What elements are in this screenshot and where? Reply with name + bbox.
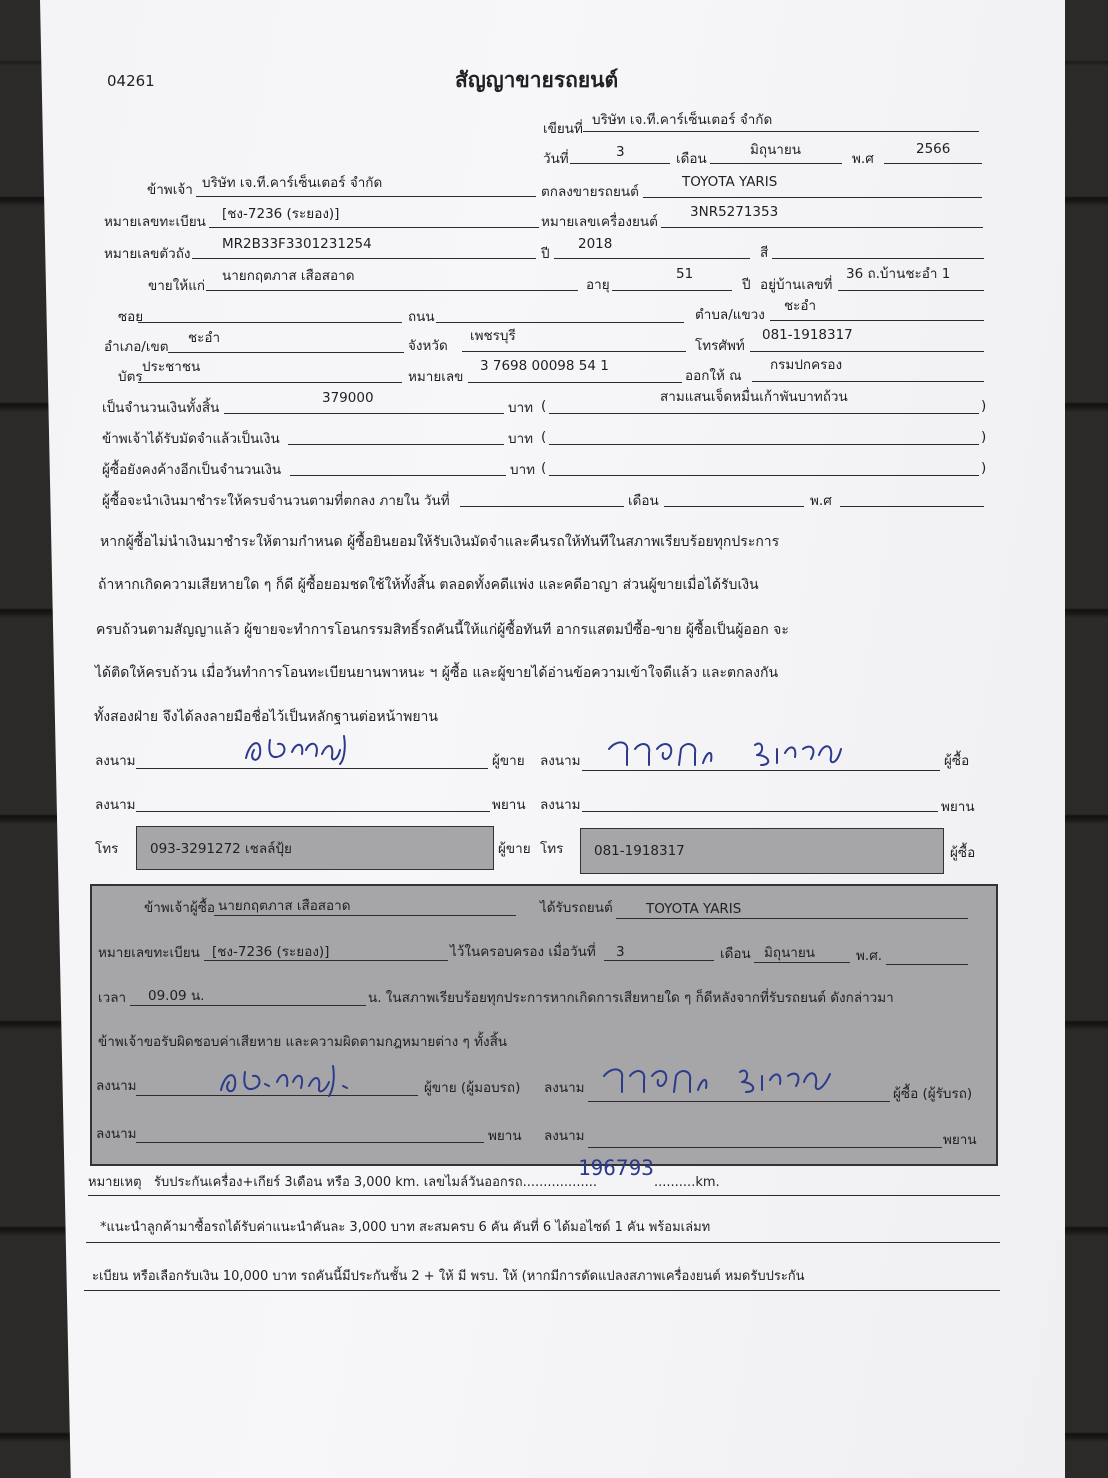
soi-label: ซอย <box>118 309 144 325</box>
receipt-month-value: มิถุนายน <box>764 945 816 961</box>
seller-label: ข้าพเจ้า <box>147 182 193 198</box>
issued-label: ออกให้ ณ <box>685 368 742 384</box>
sold-to-label: ขายให้แก่ <box>148 278 206 294</box>
receipt-witness2-role: พยาน <box>943 1132 977 1148</box>
color-label: สี <box>760 245 769 261</box>
month-value: มิถุนายน <box>750 142 802 158</box>
witness2-sign-label: ลงนาม <box>540 797 581 813</box>
witness1-role: พยาน <box>492 797 526 813</box>
receipt-day-value: 3 <box>616 944 625 960</box>
month-line <box>710 163 842 164</box>
receipt-buyer-label: ข้าพเจ้าผู้ซื้อ <box>144 900 215 916</box>
witness1-sign-line <box>136 811 490 812</box>
address-line <box>838 290 984 291</box>
receipt-car-line <box>616 918 968 919</box>
chassis-value: MR2B33F3301231254 <box>222 236 372 252</box>
buyer-tel-label: โทร <box>540 841 564 857</box>
seller-tel-role: ผู้ขาย <box>498 841 531 857</box>
pay-month-line <box>664 506 804 507</box>
receipt-year-line <box>886 964 968 965</box>
year-label: พ.ศ <box>852 151 874 167</box>
receipt-seller-role: ผู้ขาย (ผู้มอบรถ) <box>424 1080 521 1096</box>
tambon-value: ชะอำ <box>784 298 817 314</box>
receipt-buyer-line <box>214 915 516 916</box>
note-label: หมายเหตุ <box>88 1175 142 1190</box>
terms-line-1: หากผู้ซื้อไม่นำเงินมาชำระให้ตามกำหนด ผู้ซื้อยินยอมให้รับเงินมัดจำและคืนรถให้ทันทีในสภาพเรียบร้อยทุกประการ <box>100 534 780 550</box>
witness1-sign-label: ลงนาม <box>95 797 136 813</box>
note-line-1 <box>88 1195 1000 1196</box>
province-line <box>462 351 686 352</box>
receipt-buyer-sign-line <box>588 1101 890 1102</box>
terms-line-5: ทั้งสองฝ่าย จึงได้ลงลายมือชื่อไว้เป็นหลักฐานต่อหน้าพยาน <box>94 709 438 725</box>
card-type-value: ประชาชน <box>142 359 201 375</box>
plate-label: หมายเลขทะเบียน <box>104 214 206 230</box>
remain-label: ผู้ซื้อยังคงค้างอีกเป็นจำนวนเงิน <box>102 462 282 478</box>
age-value: 51 <box>676 266 694 282</box>
receipt-plate-line <box>204 960 448 961</box>
remain-line <box>290 475 506 476</box>
note-mileage-value: 196793 <box>578 1156 654 1180</box>
phone-line <box>750 351 984 352</box>
age-line <box>612 290 732 291</box>
receipt-month-line <box>754 962 850 963</box>
year-line <box>884 163 982 164</box>
address-value: 36 ถ.บ้านชะอำ 1 <box>846 266 951 282</box>
note-warranty-text: รับประกันเครื่อง+เกียร์ 3เดือน หรือ 3,000 km. เลขไมล์วันออกรถ.................. <box>154 1175 597 1190</box>
receipt-time-label: เวลา <box>98 990 127 1006</box>
amphoe-label: อำเภอ/เขต <box>104 339 169 355</box>
seller-role: ผู้ขาย <box>492 753 525 769</box>
buyer-line <box>206 290 578 291</box>
receipt-buyer-value: นายกฤตภาส เสือสอาด <box>218 898 351 914</box>
tambon-label: ตำบล/แขวง <box>695 307 765 323</box>
buyer-role: ผู้ซื้อ <box>944 753 970 769</box>
seller-tel-value: 093-3291272 เชลล์ปุ้ย <box>150 841 292 857</box>
deposit-words-line <box>549 444 979 445</box>
receipt-day-line <box>604 960 714 961</box>
receipt-buyer-sign-label: ลงนาม <box>544 1080 585 1096</box>
color-line <box>772 258 984 259</box>
buyer-sign-line <box>582 770 940 771</box>
pay-by-label: ผู้ซื้อจะนำเงินมาชำระให้ครบจำนวนตามที่ตกลง ภายใน วันที่ <box>102 493 450 509</box>
tambon-line <box>770 320 984 321</box>
day-value: 3 <box>616 144 625 160</box>
receipt-time-line <box>130 1005 366 1006</box>
receipt-plate-value: [ชง-7236 (ระยอง)] <box>212 944 330 960</box>
document-title: สัญญาขายรถยนต์ <box>455 68 619 92</box>
total-value: 379000 <box>322 390 374 406</box>
receipt-seller-signature <box>215 1060 365 1100</box>
receipt-witness1-line <box>136 1142 484 1143</box>
buyer-value: นายกฤตภาส เสือสอาด <box>222 268 355 284</box>
note-insurance-text: ะเบียน หรือเลือกรับเงิน 10,000 บาท รถคันนี้มีประกันชั้น 2 + ให้ มี พรบ. ให้ (หากมีการดัดแปลงสภาพเครื่องยนต์ หมดรับประกัน <box>92 1269 805 1284</box>
card-no-line <box>468 382 682 383</box>
phone-label: โทรศัพท์ <box>695 338 745 354</box>
engine-value: 3NR5271353 <box>690 204 779 220</box>
receipt-buyer-role: ผู้ซื้อ (ผู้รับรถ) <box>893 1086 973 1102</box>
total-label: เป็นจำนวนเงินทั้งสิ้น <box>102 400 220 416</box>
engine-label: หมายเลขเครื่องยนต์ <box>541 214 658 230</box>
address-label: อยู่บ้านเลขที่ <box>760 277 833 293</box>
buyer-tel-role: ผู้ซื้อ <box>950 845 976 861</box>
receipt-witness2-line <box>588 1147 942 1148</box>
document-number: 04261 <box>107 72 155 90</box>
deposit-label: ข้าพเจ้าได้รับมัดจำแล้วเป็นเงิน <box>102 431 280 447</box>
receipt-witness1-role: พยาน <box>488 1128 522 1144</box>
receipt-buyer-signature <box>600 1062 850 1098</box>
witness2-sign-line <box>582 811 938 812</box>
issued-value: กรมปกครอง <box>770 357 843 373</box>
receipt-seller-sign-label: ลงนาม <box>96 1078 137 1094</box>
receipt-car-value: TOYOTA YARIS <box>646 901 742 917</box>
model-year-label: ปี <box>541 246 550 262</box>
model-year-line <box>554 258 750 259</box>
age-unit: ปี <box>742 277 751 293</box>
card-no-label: หมายเลข <box>408 369 464 385</box>
road-label: ถนน <box>408 309 435 325</box>
total-baht: บาท <box>508 400 534 416</box>
receipt-time-value: 09.09 น. <box>148 988 205 1004</box>
note-line-2 <box>86 1242 1000 1243</box>
terms-line-4: ได้ติดให้ครบถ้วน เมื่อวันทำการโอนทะเบียนยานพาหนะ ฯ ผู้ซื้อ และผู้ขายได้อ่านข้อความเข้าใจดีแล้ว และตกลงกัน <box>95 665 779 681</box>
engine-line <box>661 227 983 228</box>
terms-line-3: ครบถ้วนตามสัญญาแล้ว ผู้ขายจะทำการโอนกรรมสิทธิ์รถคันนี้ให้แก่ผู้ซื้อทันที อากรแสตมป์ซื้อ-ขาย ผู้ซื้อเป็นผู้ออก จะ <box>96 622 789 638</box>
road-line <box>436 322 684 323</box>
province-label: จังหวัด <box>408 338 448 354</box>
pay-year-label: พ.ศ <box>810 493 832 509</box>
receipt-month-label: เดือน <box>720 946 751 962</box>
phone-value: 081-1918317 <box>762 327 853 343</box>
receipt-plate-label: หมายเลขทะเบียน <box>98 945 200 961</box>
receipt-year-label: พ.ศ. <box>856 948 883 964</box>
amphoe-value: ชะอำ <box>188 330 221 346</box>
seller-signature <box>240 730 360 770</box>
note-km-text: ..........km. <box>654 1175 720 1190</box>
card-type-line <box>138 382 402 383</box>
year-value: 2566 <box>916 141 951 157</box>
chassis-label: หมายเลขตัวถัง <box>104 246 191 262</box>
receipt-liability-text: ข้าพเจ้าขอรับผิดชอบค่าเสียหาย และความผิดตามกฎหมายต่าง ๆ ทั้งสิ้น <box>98 1034 508 1050</box>
pay-year-line <box>840 506 984 507</box>
buyer-signature <box>605 735 855 770</box>
deposit-paren-open: ( <box>541 429 547 445</box>
deposit-line <box>288 444 504 445</box>
seller-sign-label: ลงนาม <box>95 753 136 769</box>
chassis-line <box>192 258 536 259</box>
deposit-baht: บาท <box>508 431 534 447</box>
receipt-box <box>90 884 998 1166</box>
written-at-value: บริษัท เจ.ที.คาร์เซ็นเตอร์ จำกัด <box>592 112 773 128</box>
issued-line <box>752 381 984 382</box>
deposit-paren-close: ) <box>981 429 987 445</box>
date-label: วันที่ <box>543 151 569 167</box>
pay-day-line <box>460 506 624 507</box>
age-label: อายุ <box>586 277 610 293</box>
card-no-value: 3 7698 00098 54 1 <box>480 358 609 374</box>
agree-sell-label: ตกลงขายรถยนต์ <box>541 184 639 200</box>
remain-words-line <box>549 475 979 476</box>
card-label: บัตร <box>118 369 143 385</box>
total-paren-open: ( <box>541 398 547 414</box>
remain-baht: บาท <box>510 462 536 478</box>
buyer-tel-value: 081-1918317 <box>594 843 685 859</box>
total-line <box>224 413 504 414</box>
car-line <box>643 197 982 198</box>
remain-paren-close: ) <box>981 460 987 476</box>
pay-month-label: เดือน <box>628 493 659 509</box>
receipt-condition-text: น. ในสภาพเรียบร้อยทุกประการหากเกิดการเสียหายใด ๆ ก็ดีหลังจากที่รับรถยนต์ ดังกล่าวมา <box>368 990 894 1006</box>
written-at-line <box>583 131 979 132</box>
remain-paren-open: ( <box>541 460 547 476</box>
soi-line <box>138 322 402 323</box>
witness2-role: พยาน <box>941 799 975 815</box>
car-value: TOYOTA YARIS <box>682 174 778 190</box>
terms-line-2: ถ้าหากเกิดความเสียหายใด ๆ ก็ดี ผู้ซื้อยอมชดใช้ให้ทั้งสิ้น ตลอดทั้งคดีแพ่ง และคดีอาญา ส่วนผู้ขายเมื่อได้รับเงิน <box>98 577 759 593</box>
total-words-value: สามแสนเจ็ดหมื่นเก้าพันบาทถ้วน <box>660 389 848 405</box>
written-at-label: เขียนที่ <box>543 121 583 137</box>
seller-value: บริษัท เจ.ที.คาร์เซ็นเตอร์ จำกัด <box>202 175 383 191</box>
seller-line <box>196 196 536 197</box>
receipt-held-label: ไว้ในครอบครอง เมื่อวันที่ <box>450 944 596 960</box>
amphoe-line <box>168 352 404 353</box>
seller-tel-label: โทร <box>95 841 119 857</box>
receipt-witness2-label: ลงนาม <box>544 1128 585 1144</box>
note-line-3 <box>84 1290 1000 1291</box>
plate-value: [ชง-7236 (ระยอง)] <box>222 206 340 222</box>
total-paren-close: ) <box>981 398 987 414</box>
receipt-received-label: ได้รับรถยนต์ <box>540 900 613 916</box>
model-year-value: 2018 <box>578 236 613 252</box>
province-value: เพชรบุรี <box>470 328 516 344</box>
receipt-witness1-label: ลงนาม <box>96 1126 137 1142</box>
plate-line <box>209 227 539 228</box>
total-words-line <box>549 413 979 414</box>
note-referral-text: *แนะนำลูกค้ามาซื้อรถได้รับค่าแนะนำคันละ 3,000 บาท สะสมครบ 6 คัน คันที่ 6 ได้มอไซด์ 1 คัน พร้อมเล่มท <box>100 1220 711 1235</box>
buyer-sign-label: ลงนาม <box>540 753 581 769</box>
month-label: เดือน <box>676 151 707 167</box>
day-line <box>570 163 670 164</box>
